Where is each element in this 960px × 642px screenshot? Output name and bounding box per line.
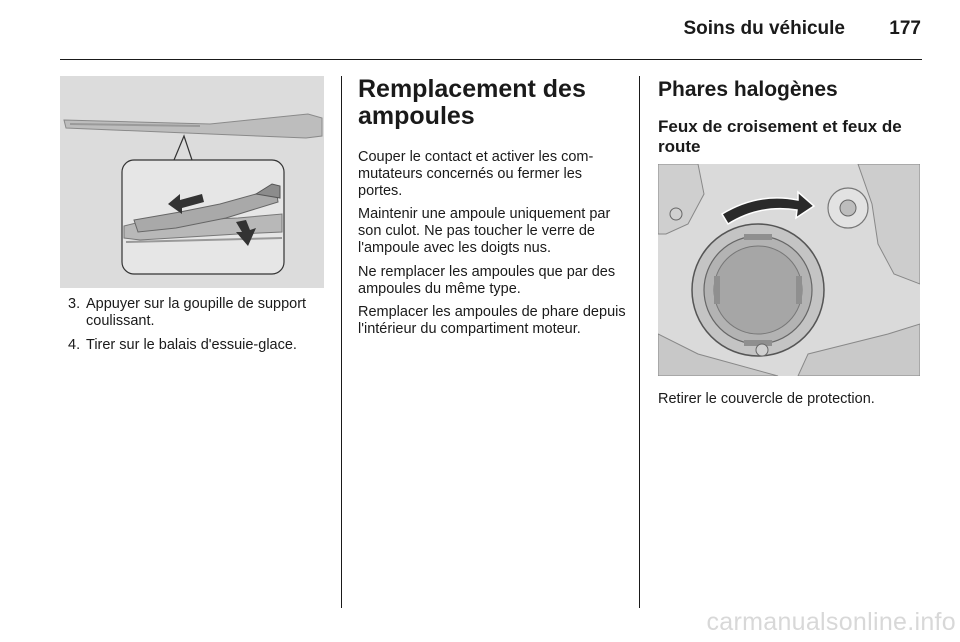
step-text: Tirer sur le balais d'essuie-glace. (86, 337, 297, 353)
column-divider-right (639, 76, 640, 608)
sub-subsection-heading: Feux de croisement et feux de route (658, 117, 902, 156)
paragraph: Ne remplacer les ampoules que par des ampoules du même type. (358, 264, 616, 297)
figure-caption: Retirer le couvercle de protection. (658, 391, 875, 407)
watermark: carmanualsonline.info (706, 608, 956, 636)
headlamp-cover-illustration (658, 164, 920, 376)
step-text: Appuyer sur la goupille de support coulissant. (86, 296, 307, 329)
list-item (60, 296, 328, 330)
page-number: 177 (889, 18, 921, 39)
wiper-blade-illustration (60, 76, 324, 288)
paragraph: Couper le contact et activer les com- mutateurs concernés ou fermer les portes. (358, 149, 594, 199)
paragraph: Remplacer les ampoules de phare depuis l'intérieur du compartiment moteur. (358, 304, 626, 337)
subsection-heading: Phares halogènes (658, 78, 838, 101)
list-item (60, 337, 328, 354)
section-heading: Remplacement des ampoules (358, 75, 586, 130)
step-number: 4. (68, 337, 81, 353)
step-number: 3. (68, 296, 81, 312)
column-divider-left (341, 76, 342, 608)
paragraph: Maintenir une ampoule uniquement par son culot. Ne pas toucher le verre de l'ampoule avec les doigts nus. (358, 206, 611, 256)
header-divider (60, 59, 922, 60)
step-list (60, 296, 328, 361)
section-title: Soins du véhicule (683, 18, 845, 39)
